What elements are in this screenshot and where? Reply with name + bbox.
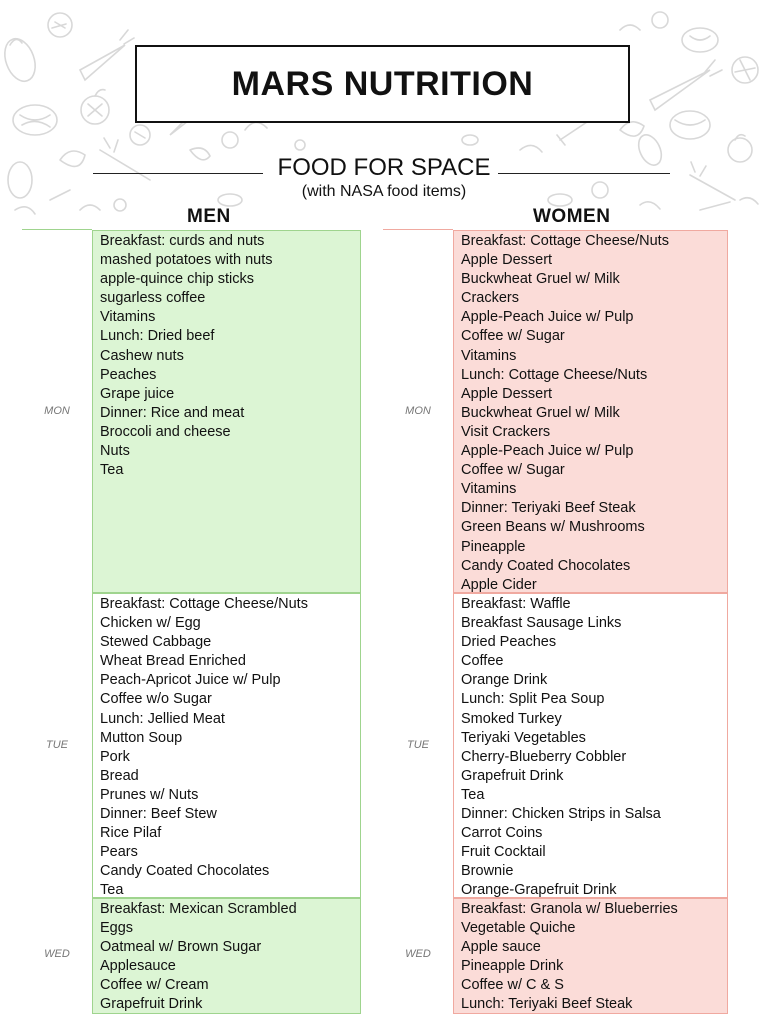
menu-item: Candy Coated Chocolates [100,863,270,880]
menu-item: Grapefruit Drink [100,996,203,1013]
menu-item: Vitamins [461,481,517,498]
day-label-wed-women: WED [405,948,431,960]
menu-item: Lunch: Jellied Meat [100,710,225,727]
menu-item: Orange Drink [461,672,548,689]
menu-item: Breakfast: Mexican Scrambled [100,901,297,917]
menu-item: Smoked Turkey [461,710,562,727]
menu-item: Apple Dessert [461,252,553,269]
menu-item: Eggs [100,920,134,937]
menu-item: Vitamins [100,309,156,326]
menu-item: Apple sauce [461,939,541,956]
menu-item: Oatmeal w/ Brown Sugar [100,939,262,956]
menu-item: Peaches [100,366,157,383]
menu-item: Grape juice [100,385,175,402]
menu-item: Tea [100,882,124,898]
menu-item: Prunes w/ Nuts [100,786,199,803]
menu-item: Breakfast: Waffle [461,596,571,612]
menu-item: Lunch: Split Pea Soup [461,691,605,708]
men-header-line [22,229,92,230]
menu-item: Coffee w/ Cream [100,977,209,994]
menu-item: Apple Dessert [461,385,553,402]
menu-item: Wheat Bread Enriched [100,653,246,670]
menu-item: Crackers [461,290,520,307]
menu-item: Tea [461,786,485,803]
women-wed-menu [453,898,728,1014]
menu-item: Breakfast: Granola w/ Blueberries [461,901,678,917]
menu-item: Broccoli and cheese [100,423,231,440]
subtitle: FOOD FOR SPACE [277,154,491,181]
menu-item: Pears [100,844,138,861]
menu-item: Fruit Cocktail [461,844,546,861]
men-wed-menu [92,898,361,1014]
menu-item: Pork [100,748,130,765]
women-column-header: WOMEN [533,206,611,227]
menu-item: Vegetable Quiche [461,920,576,937]
menu-item: Carrot Coins [461,825,543,842]
menu-item: Vitamins [461,347,517,364]
menu-item: Chicken w/ Egg [100,615,201,632]
menu-item: Apple Cider [461,576,537,593]
day-label-mon-men: MON [44,405,70,417]
menu-item: Nuts [100,443,130,460]
menu-item: Coffee w/ Sugar [461,328,565,345]
day-label-wed-men: WED [44,948,70,960]
menu-item: Mutton Soup [100,729,183,746]
women-header-line [383,229,453,230]
subtitle-note: (with NASA food items) [301,183,467,200]
menu-item: Cashew nuts [100,347,184,364]
menu-item: Visit Crackers [461,423,551,440]
menu-item: Coffee w/ C & S [461,977,564,994]
menu-item: Peach-Apricot Juice w/ Pulp [100,672,281,689]
women-tue-menu [453,593,728,898]
menu-item: Tea [100,462,124,479]
menu-item: Cherry-Blueberry Cobbler [461,748,627,765]
menu-item: Lunch: Dried beef [100,328,215,345]
menu-item: Breakfast: Cottage Cheese/Nuts [461,233,669,249]
menu-item: Dinner: Beef Stew [100,806,217,823]
menu-item: Pineapple Drink [461,958,564,975]
menu-item: Green Beans w/ Mushrooms [461,519,645,536]
menu-item: Rice Pilaf [100,825,162,842]
menu-item: Pineapple [461,538,526,555]
day-label-mon-women: MON [405,405,431,417]
menu-item: Lunch: Cottage Cheese/Nuts [461,366,648,383]
title-box [135,45,630,123]
menu-item: Grapefruit Drink [461,767,564,784]
page-title: MARS NUTRITION [231,64,534,103]
menu-item: Applesauce [100,958,176,975]
menu-item: Breakfast: curds and nuts [100,233,265,249]
menu-item: Coffee w/ Sugar [461,462,565,479]
men-column-header: MEN [187,206,231,227]
menu-item: Brownie [461,863,514,880]
menu-item: Breakfast Sausage Links [461,615,622,632]
menu-item: Apple-Peach Juice w/ Pulp [461,443,634,460]
menu-item: Coffee w/o Sugar [100,691,212,708]
men-mon-menu [92,230,361,593]
women-mon-menu [453,230,728,593]
day-label-tue-men: TUE [46,739,68,751]
day-label-tue-women: TUE [407,739,429,751]
menu-item: Buckwheat Gruel w/ Milk [461,271,620,288]
menu-item: Apple-Peach Juice w/ Pulp [461,309,634,326]
men-tue-menu [92,593,361,898]
menu-item: Stewed Cabbage [100,634,212,651]
menu-item: Coffee [461,653,504,670]
menu-item: Dinner: Teriyaki Beef Steak [461,500,636,517]
menu-item: Teriyaki Vegetables [461,729,586,746]
menu-item: mashed potatoes with nuts [100,252,273,269]
menu-item: Bread [100,767,139,784]
menu-item: Lunch: Teriyaki Beef Steak [461,996,633,1013]
menu-item: Dinner: Rice and meat [100,404,245,421]
menu-item: sugarless coffee [100,290,206,307]
menu-item: Orange-Grapefruit Drink [461,882,617,898]
menu-item: Buckwheat Gruel w/ Milk [461,404,620,421]
menu-item: Breakfast: Cottage Cheese/Nuts [100,596,308,612]
menu-item: Dinner: Chicken Strips in Salsa [461,806,661,823]
menu-item: Dried Peaches [461,634,557,651]
menu-item: Candy Coated Chocolates [461,557,631,574]
menu-item: apple-quince chip sticks [100,271,254,288]
